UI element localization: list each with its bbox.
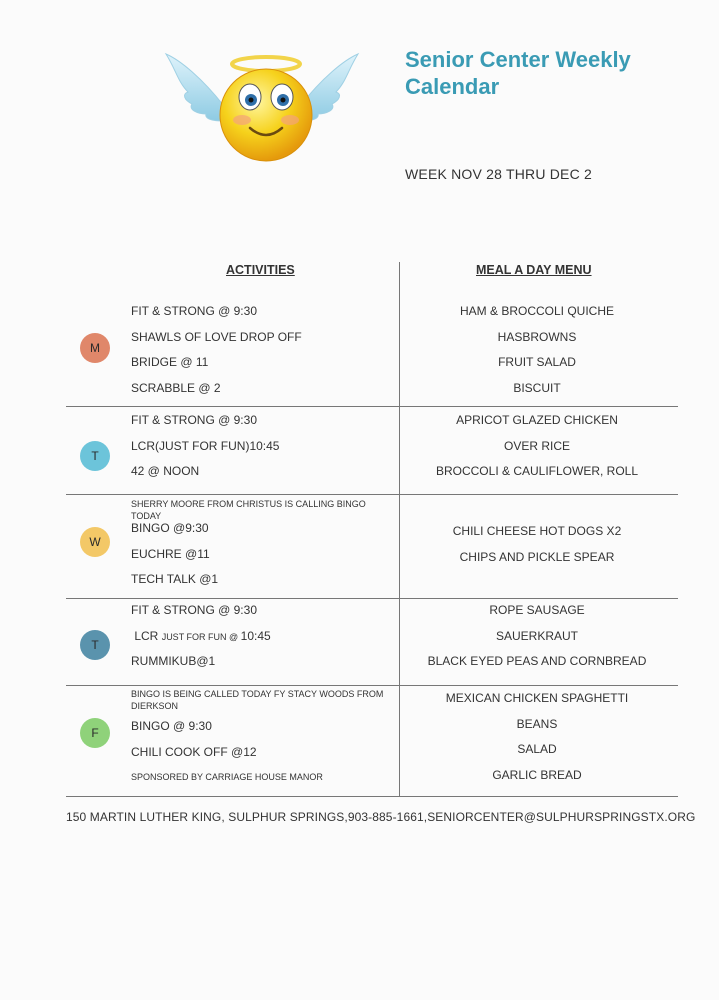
lcr-time: 10:45 — [240, 628, 271, 643]
day-row-thursday — [66, 598, 678, 684]
row-divider — [66, 406, 678, 407]
contact-footer: 150 MARTIN LUTHER KING, SULPHUR SPRINGS,903-885-1661,SENIORCENTER@SULPHURSPRINGSTX.ORG — [66, 810, 696, 824]
day-row-tuesday — [66, 408, 678, 494]
activity-item: FIT & STRONG @ 9:30 — [131, 304, 257, 318]
activity-item: BINGO @ 9:30 — [131, 719, 212, 733]
menu-header: MEAL A DAY MENU — [476, 263, 592, 277]
menu-item: ROPE SAUSAGE — [489, 603, 585, 617]
sponsor-note: SPONSORED BY CARRIAGE HOUSE MANOR — [131, 772, 323, 783]
activity-item: SHAWLS OF LOVE DROP OFF — [131, 329, 302, 344]
day-badge-tuesday: T — [80, 441, 110, 471]
activity-note: SHERRY MOORE FROM CHRISTUS IS CALLING BINGO TODAY — [131, 499, 366, 521]
menu-item: CHILI CHEESE HOT DOGS X2 — [452, 524, 622, 538]
menu-item: BEANS — [516, 716, 558, 731]
activity-item: BRIDGE @ 11 — [131, 355, 209, 370]
day-row-friday — [66, 686, 678, 796]
activity-item: BINGO @9:30 — [131, 521, 209, 535]
menu-item: HAM & BROCCOLI QUICHE — [459, 304, 615, 318]
activities-list — [131, 408, 279, 485]
activity-item: EUCHRE @11 — [131, 546, 210, 561]
day-row-wednesday — [66, 496, 678, 596]
menu-list — [402, 408, 672, 485]
lcr-label: LCR — [134, 628, 162, 643]
day-badge-thursday: T — [80, 630, 110, 660]
menu-item: CHIPS AND PICKLE SPEAR — [459, 549, 615, 564]
activity-item: FIT & STRONG @ 9:30 — [131, 413, 257, 427]
activity-item: TECH TALK @1 — [131, 572, 219, 587]
day-badge-wednesday: W — [80, 527, 110, 557]
menu-list — [402, 519, 672, 570]
menu-item: FRUIT SALAD — [498, 355, 576, 370]
menu-item: MEXICAN CHICKEN SPAGHETTI — [445, 691, 629, 705]
activities-list — [131, 496, 391, 593]
activity-item-lcr — [131, 624, 271, 650]
activities-list — [131, 598, 271, 675]
activities-list — [131, 299, 302, 401]
activities-header: ACTIVITIES — [226, 263, 295, 277]
row-divider — [66, 494, 678, 495]
lcr-note: JUST FOR FUN @ — [161, 631, 241, 642]
day-row-monday — [66, 299, 678, 405]
menu-list — [402, 686, 672, 788]
activity-note: BINGO IS BEING CALLED TODAY FY STACY WOODS FROM DIERKSON — [131, 689, 384, 711]
menu-item: OVER RICE — [503, 438, 570, 453]
day-badge-monday: M — [80, 333, 110, 363]
menu-item: SALAD — [517, 742, 557, 757]
activity-item: RUMMIKUB@1 — [131, 654, 216, 669]
activity-item: LCR(JUST FOR FUN)10:45 — [131, 438, 280, 453]
day-badge-friday: F — [80, 718, 110, 748]
menu-list — [402, 299, 672, 401]
menu-item: BROCCOLI & CAULIFLOWER, ROLL — [435, 464, 639, 479]
angel-smiley-logo — [162, 48, 362, 166]
week-range: WEEK NOV 28 THRU DEC 2 — [405, 166, 592, 182]
activity-item: SCRABBLE @ 2 — [131, 380, 221, 395]
menu-item: BISCUIT — [513, 380, 561, 395]
activities-list — [131, 686, 391, 791]
menu-item: SAUERKRAUT — [495, 628, 578, 643]
title-line-2: Calendar — [405, 74, 500, 99]
menu-item: HASBROWNS — [497, 329, 577, 344]
activity-item: FIT & STRONG @ 9:30 — [131, 603, 257, 617]
title-line-1: Senior Center Weekly — [405, 47, 631, 72]
menu-item: BLACK EYED PEAS AND CORNBREAD — [427, 654, 647, 669]
activity-item: CHILI COOK OFF @12 — [131, 744, 257, 759]
row-divider — [66, 796, 678, 797]
menu-list — [402, 598, 672, 675]
activity-item: 42 @ NOON — [131, 464, 200, 479]
menu-item: APRICOT GLAZED CHICKEN — [456, 413, 618, 427]
menu-item: GARLIC BREAD — [492, 767, 582, 782]
page-title — [405, 46, 695, 100]
